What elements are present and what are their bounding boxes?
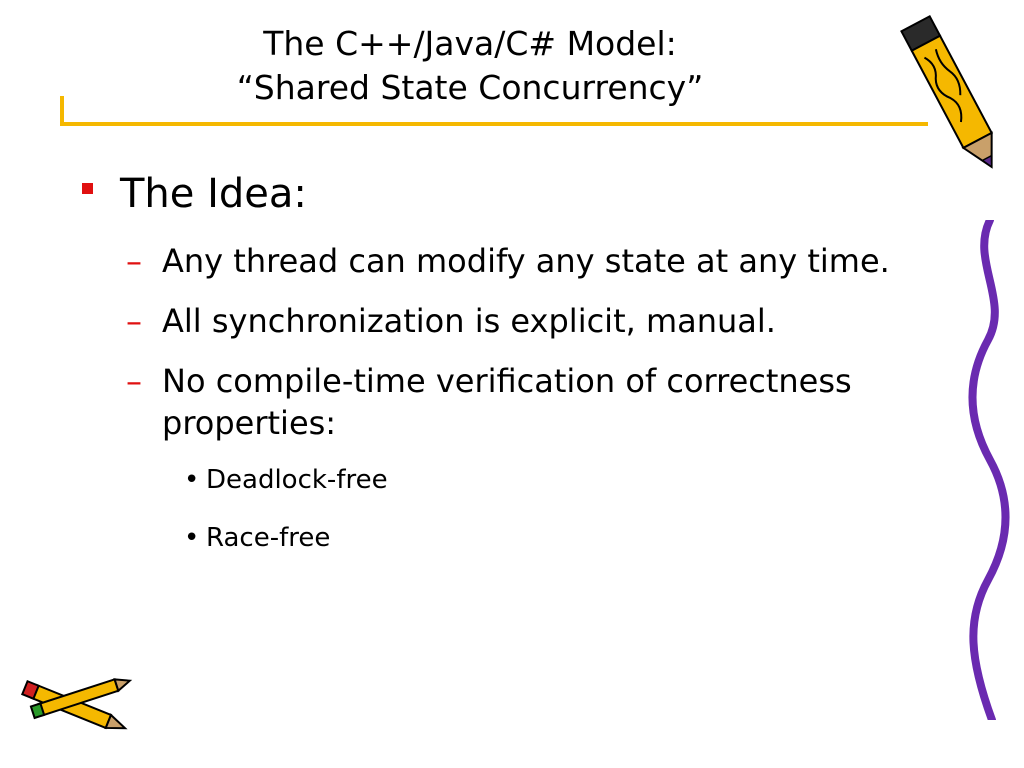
- sub-bullet-text: All synchronization is explicit, manual.: [162, 302, 776, 340]
- dash-bullet-icon: –: [126, 242, 142, 280]
- dot-bullet-icon: •: [184, 465, 200, 495]
- sub-sub-bullet-text: Deadlock-free: [206, 465, 388, 495]
- title-line-2: “Shared State Concurrency”: [236, 68, 704, 107]
- sub-bullet-item: [80, 240, 902, 282]
- sub-bullet-item: [80, 300, 902, 342]
- sub-sub-bullet-item: [80, 520, 920, 556]
- pencil-icon: [895, 8, 1015, 188]
- slide-body: [80, 170, 920, 578]
- sub-sub-bullet-item: [80, 462, 920, 498]
- sub-bullet-text: Any thread can modify any state at any time.: [162, 242, 890, 280]
- title-line-1: The C++/Java/C# Model:: [263, 24, 677, 63]
- wavy-line-decoration: [960, 220, 1020, 720]
- sub-bullet-item: [80, 360, 902, 444]
- sub-bullet-text: No compile-time verification of correctness properties:: [162, 362, 852, 442]
- dot-bullet-icon: •: [184, 523, 200, 553]
- dash-bullet-icon: –: [126, 362, 142, 400]
- crossed-pencils-icon: [12, 670, 142, 750]
- bullet-text: The Idea:: [120, 171, 307, 217]
- square-bullet-icon: [82, 183, 93, 194]
- dash-bullet-icon: –: [126, 302, 142, 340]
- title-underline: [60, 96, 928, 126]
- sub-sub-bullet-text: Race-free: [206, 523, 331, 553]
- bullet-item-idea: [80, 170, 920, 218]
